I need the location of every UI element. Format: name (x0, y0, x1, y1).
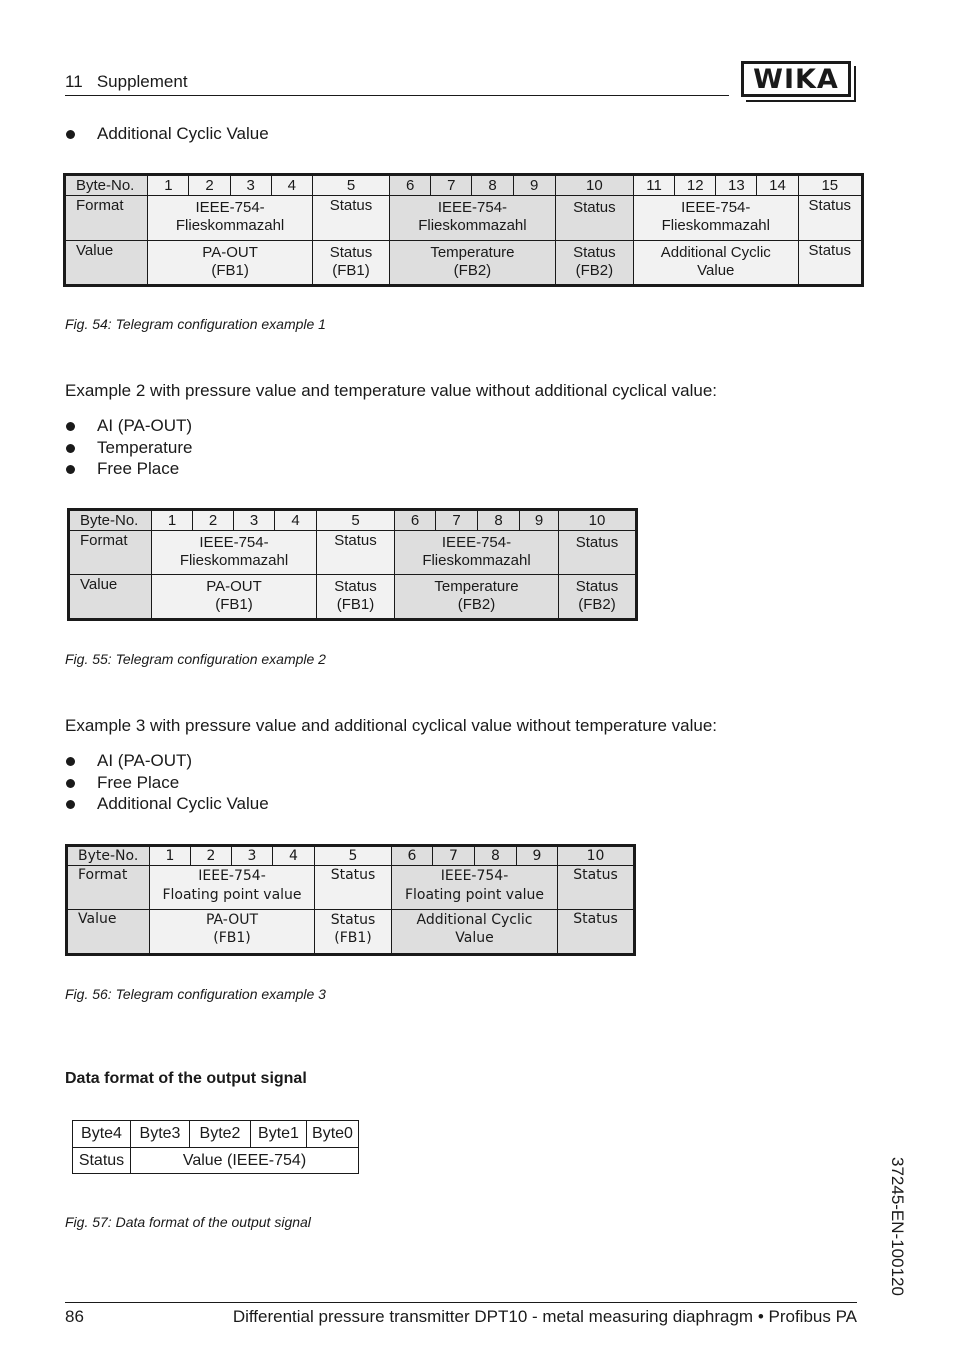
byte-cell: 6 (390, 176, 431, 196)
header-rule (65, 95, 729, 96)
paragraph: Example 3 with pressure value and additional cyclical value without temperature value: (65, 716, 718, 735)
byte-cell: 5 (315, 847, 392, 866)
value-cell: Status (558, 910, 634, 954)
byte-no-label: Byte-No. (70, 511, 152, 531)
value-label: Value (66, 241, 148, 285)
bullet-list-1 (65, 123, 269, 145)
value-cell: PA-OUT (FB1) (150, 910, 315, 954)
byte-cell: 2 (191, 847, 232, 866)
value-cell: Status (798, 241, 861, 285)
byte-cell: 8 (475, 847, 517, 866)
document-code: 37245-EN-100120 (888, 1157, 907, 1296)
list-item: Free Place (65, 772, 269, 794)
format-label: Format (68, 866, 150, 910)
value-cell: Status (FB1) (315, 910, 392, 954)
byte-cell: 1 (150, 847, 191, 866)
byte-cell: 6 (392, 847, 433, 866)
value-cell: Value (IEEE-754) (131, 1148, 359, 1174)
byte-cell: 7 (431, 176, 472, 196)
list-item: AI (PA-OUT) (65, 415, 192, 437)
byte-cell: 8 (472, 176, 513, 196)
format-cell: IEEE-754- Flieskommazahl (634, 196, 799, 241)
byte-header-cell: Byte3 (131, 1121, 190, 1148)
byte-header-cell: Byte1 (251, 1121, 307, 1148)
byte-cell: 4 (273, 847, 315, 866)
value-cell: Status (FB1) (317, 575, 395, 619)
byte-cell: 3 (230, 176, 271, 196)
figure-caption: Fig. 54: Telegram configuration example 1 (65, 316, 326, 332)
byte-cell: 4 (275, 511, 317, 531)
format-cell: Status (317, 531, 395, 575)
byte-cell: 7 (436, 511, 478, 531)
format-label: Format (66, 196, 148, 241)
header-title: 11 Supplement (65, 72, 188, 91)
list-item: Free Place (65, 458, 192, 480)
section-heading: Data format of the output signal (65, 1070, 307, 1087)
list-item: Temperature (65, 437, 192, 459)
byte-cell: 15 (798, 176, 861, 196)
byte-cell: 9 (517, 847, 558, 866)
value-cell: Status (FB1) (312, 241, 389, 285)
format-label: Format (70, 531, 152, 575)
value-label: Value (70, 575, 152, 619)
format-cell: IEEE-754- Flieskommazahl (395, 531, 559, 575)
value-cell: Temperature (FB2) (395, 575, 559, 619)
format-cell: Status (559, 531, 636, 575)
bullet-list-3 (65, 750, 269, 815)
value-cell: Status (FB2) (555, 241, 633, 285)
figure-caption: Fig. 55: Telegram configuration example 2 (65, 651, 326, 667)
byte-cell: 13 (716, 176, 757, 196)
value-cell: PA-OUT (FB1) (152, 575, 317, 619)
format-cell: IEEE-754- Flieskommazahl (152, 531, 317, 575)
byte-cell: 9 (513, 176, 555, 196)
byte-cell: 2 (189, 176, 230, 196)
byte-cell: 6 (395, 511, 436, 531)
format-cell: Status (798, 196, 861, 241)
figure-caption: Fig. 56: Telegram configuration example 3 (65, 986, 326, 1002)
value-label: Value (68, 910, 150, 954)
format-cell: Status (555, 196, 633, 241)
format-cell: Status (312, 196, 389, 241)
byte-header-cell: Byte4 (73, 1121, 131, 1148)
byte-no-label: Byte-No. (66, 176, 148, 196)
byte-no-label: Byte-No. (68, 847, 150, 866)
paragraph: Example 2 with pressure value and temperature value without additional cyclical value: (65, 381, 718, 400)
byte-cell: 10 (555, 176, 633, 196)
byte-cell: 3 (234, 511, 275, 531)
telegram-table-3 (67, 846, 634, 954)
format-cell: Status (315, 866, 392, 910)
byte-cell: 5 (317, 511, 395, 531)
byte-cell: 8 (478, 511, 520, 531)
format-cell: IEEE-754- Flieskommazahl (148, 196, 313, 241)
value-cell: Additional Cyclic Value (392, 910, 558, 954)
byte-header-cell: Byte2 (190, 1121, 251, 1148)
value-cell: Status (FB2) (559, 575, 636, 619)
format-cell: IEEE-754- Floating point value (392, 866, 558, 910)
byte-cell: 1 (152, 511, 193, 531)
footer-rule (65, 1302, 857, 1303)
byte-cell: 10 (559, 511, 636, 531)
byte-cell: 1 (148, 176, 189, 196)
format-cell: Status (558, 866, 634, 910)
byte-cell: 14 (757, 176, 798, 196)
value-cell: Additional Cyclic Value (634, 241, 799, 285)
byte-cell: 4 (271, 176, 312, 196)
figure-caption: Fig. 57: Data format of the output signal (65, 1214, 311, 1230)
footer-title: Differential pressure transmitter DPT10 - metal measuring diaphragm • Profibus PA (232, 1307, 857, 1326)
byte-cell: 10 (558, 847, 634, 866)
byte-cell: 11 (634, 176, 675, 196)
byte-cell: 3 (232, 847, 273, 866)
value-cell: Temperature (FB2) (390, 241, 556, 285)
format-cell: IEEE-754- Floating point value (150, 866, 315, 910)
bullet-list-2 (65, 415, 192, 480)
format-cell: IEEE-754- Flieskommazahl (390, 196, 556, 241)
status-cell: Status (73, 1148, 131, 1174)
telegram-table-2 (69, 510, 636, 619)
byte-header-cell: Byte0 (307, 1121, 359, 1148)
page-number: 86 (65, 1307, 84, 1326)
list-item: AI (PA-OUT) (65, 750, 269, 772)
wika-logo: WIKA (741, 61, 851, 97)
byte-cell: 2 (193, 511, 234, 531)
byte-cell: 5 (312, 176, 389, 196)
byte-cell: 12 (675, 176, 716, 196)
list-item: Additional Cyclic Value (65, 793, 269, 815)
byte-cell: 9 (520, 511, 559, 531)
data-format-table (72, 1120, 359, 1174)
value-cell: PA-OUT (FB1) (148, 241, 313, 285)
telegram-table-1 (65, 175, 862, 285)
byte-cell: 7 (433, 847, 475, 866)
list-item: Additional Cyclic Value (65, 123, 269, 145)
